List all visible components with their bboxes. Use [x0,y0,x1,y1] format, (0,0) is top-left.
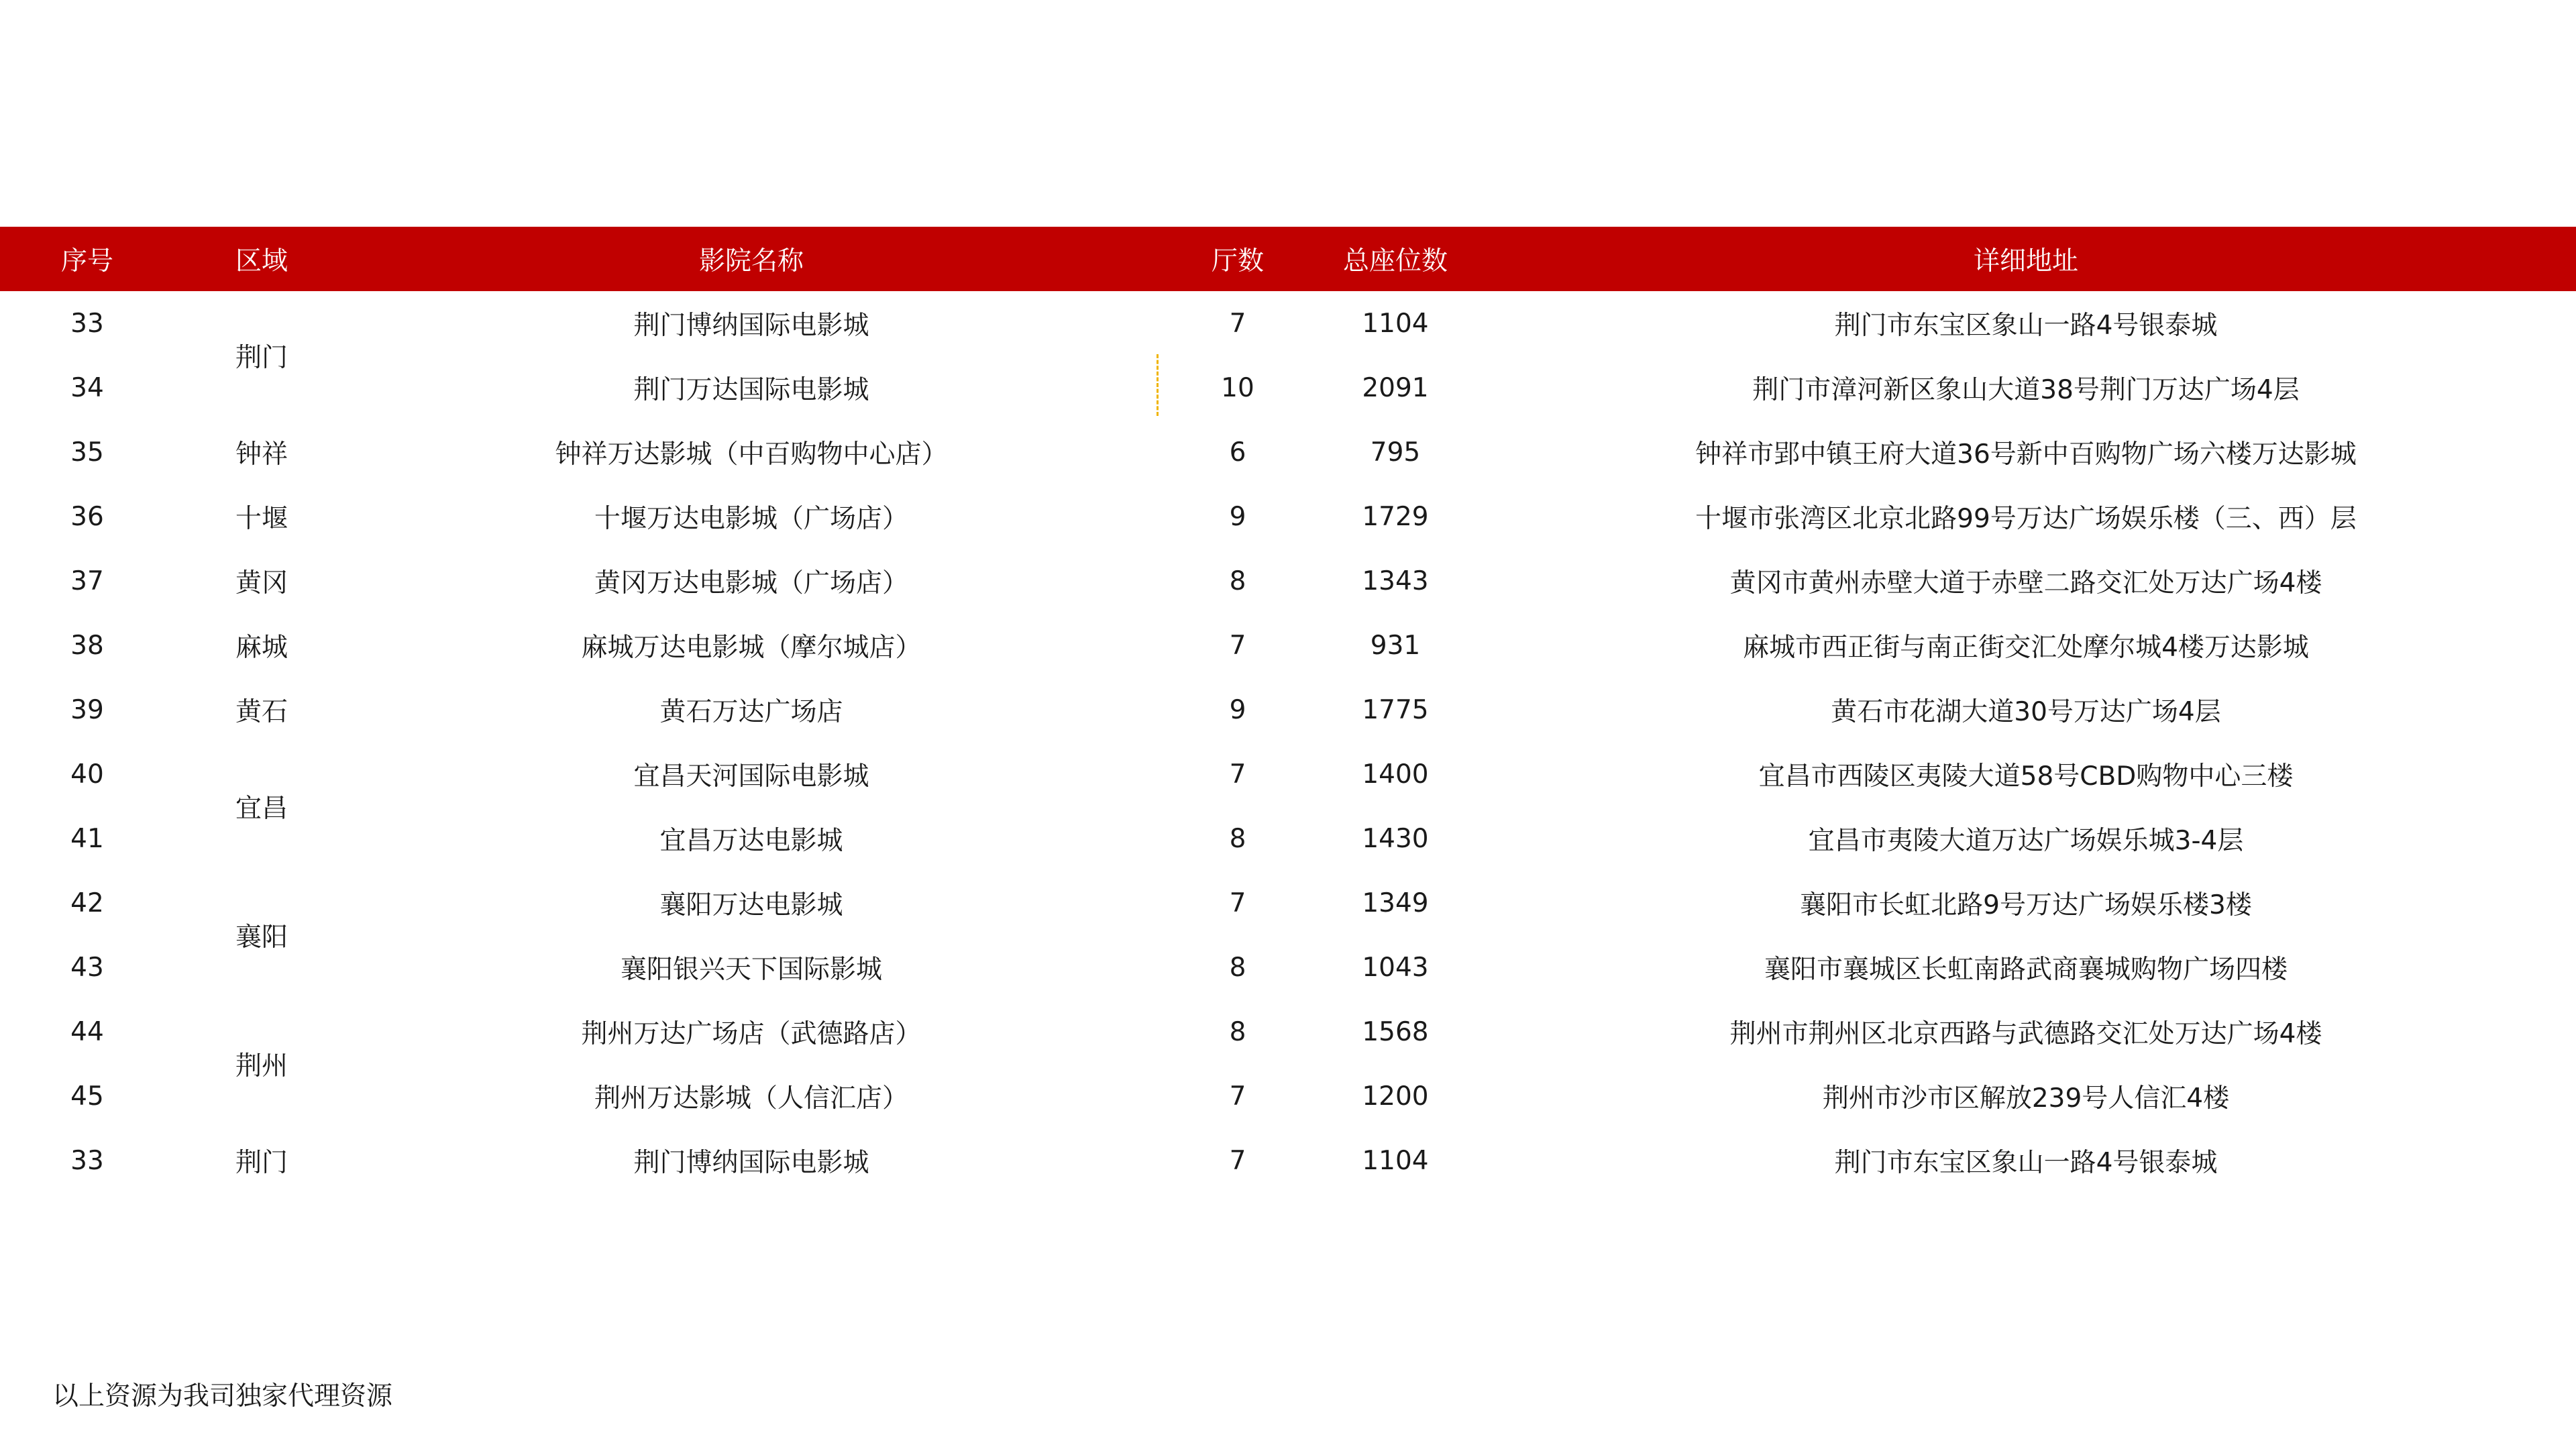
header-cinema: 影院名称 [698,246,804,276]
row-cinema: 十堰万达电影城（广场店） [594,504,908,534]
row-seats: 1775 [1362,694,1429,725]
row-address: 黄冈市黄州赤壁大道于赤壁二路交汇处万达广场4楼 [1729,568,2322,598]
row-address: 荆州市荆州区北京西路与武德路交汇处万达广场4楼 [1729,1019,2322,1049]
row-no: 36 [70,501,104,532]
row-cinema: 襄阳银兴天下国际影城 [620,955,882,985]
region-cell: 荆门 [235,1148,288,1178]
row-halls: 10 [1221,372,1254,403]
row-seats: 1430 [1362,823,1429,854]
row-halls: 7 [1229,1081,1246,1112]
row-address: 钟祥市郢中镇王府大道36号新中百购物广场六楼万达影城 [1695,439,2357,470]
row-cinema: 麻城万达电影城（摩尔城店） [581,633,922,663]
row-halls: 8 [1229,823,1246,854]
row-no: 43 [70,952,104,983]
row-no: 33 [70,1145,104,1176]
row-no: 35 [70,437,104,468]
row-seats: 1343 [1362,566,1429,596]
row-cinema: 宜昌天河国际电影城 [633,761,869,792]
row-seats: 2091 [1362,372,1429,403]
row-halls: 6 [1229,437,1246,468]
row-no: 45 [70,1081,104,1112]
row-seats: 1400 [1362,759,1429,790]
row-seats: 1349 [1362,888,1429,918]
row-cinema: 黄冈万达电影城（广场店） [594,568,908,598]
row-no: 38 [70,630,104,661]
region-cell: 荆州 [235,1051,288,1081]
row-no: 39 [70,694,104,725]
row-no: 33 [70,308,104,339]
table-row [0,420,2576,484]
row-no: 37 [70,566,104,596]
footnote: 以上资源为我司独家代理资源 [52,1381,393,1411]
row-cinema: 宜昌万达电影城 [659,826,843,856]
header-address: 详细地址 [1973,246,2078,276]
row-seats: 1729 [1362,501,1429,532]
region-cell: 荆门 [235,343,288,373]
row-address: 荆门市东宝区象山一路4号银泰城 [1834,1148,2218,1178]
row-halls: 7 [1229,308,1246,339]
table-row [0,678,2576,742]
row-halls: 8 [1229,566,1246,596]
region-cell: 黄冈 [235,568,288,598]
row-no: 41 [70,823,104,854]
region-cell: 襄阳 [235,922,288,953]
row-cinema: 荆州万达影城（人信汇店） [594,1083,908,1114]
header-no: 序号 [60,246,113,276]
row-halls: 7 [1229,1145,1246,1176]
region-cell: 宜昌 [235,794,288,824]
row-cinema: 荆门博纳国际电影城 [633,1148,869,1178]
row-halls: 9 [1229,501,1246,532]
table-row [0,1064,2576,1128]
table-row [0,806,2576,871]
row-halls: 7 [1229,630,1246,661]
row-address: 宜昌市夷陵大道万达广场娱乐城3-4层 [1808,826,2244,856]
row-no: 34 [70,372,104,403]
table-row [0,871,2576,935]
row-halls: 7 [1229,888,1246,918]
table-row [0,1128,2576,1193]
region-cell: 十堰 [235,504,288,534]
row-address: 荆门市东宝区象山一路4号银泰城 [1834,311,2218,341]
row-address: 黄石市花湖大道30号万达广场4层 [1831,697,2221,727]
table-row [0,613,2576,678]
table-row [0,742,2576,806]
row-seats: 1043 [1362,952,1429,983]
row-cinema: 钟祥万达影城（中百购物中心店） [555,439,948,470]
row-seats: 1104 [1362,308,1429,339]
row-seats: 795 [1370,437,1421,468]
row-no: 42 [70,888,104,918]
table-row [0,1000,2576,1064]
row-cinema: 黄石万达广场店 [659,697,843,727]
row-address: 宜昌市西陵区夷陵大道58号CBD购物中心三楼 [1758,761,2294,792]
header-seats: 总座位数 [1342,246,1448,276]
table-row [0,356,2576,420]
region-cell: 麻城 [235,633,288,663]
row-seats: 1200 [1362,1081,1429,1112]
table-row [0,549,2576,613]
row-seats: 1104 [1362,1145,1429,1176]
table-row [0,484,2576,549]
table-row [0,935,2576,1000]
cinema-table [0,227,2576,1193]
row-cinema: 荆州万达广场店（武德路店） [581,1019,922,1049]
row-address: 十堰市张湾区北京北路99号万达广场娱乐楼（三、西）层 [1695,504,2357,534]
row-address: 荆门市漳河新区象山大道38号荆门万达广场4层 [1752,375,2300,405]
header-halls: 厅数 [1211,246,1264,276]
row-cinema: 荆门万达国际电影城 [633,375,869,405]
region-cell: 钟祥 [235,439,288,470]
row-halls: 8 [1229,1016,1246,1047]
table-header [0,227,2576,291]
row-no: 44 [70,1016,104,1047]
row-seats: 1568 [1362,1016,1429,1047]
header-region: 区域 [235,246,288,276]
row-seats: 931 [1370,630,1421,661]
row-address: 襄阳市长虹北路9号万达广场娱乐楼3楼 [1800,890,2252,920]
row-halls: 9 [1229,694,1246,725]
dashed-marker [1157,354,1159,416]
row-address: 麻城市西正街与南正街交汇处摩尔城4楼万达影城 [1743,633,2309,663]
row-halls: 7 [1229,759,1246,790]
row-halls: 8 [1229,952,1246,983]
row-address: 襄阳市襄城区长虹南路武商襄城购物广场四楼 [1764,955,2288,985]
row-cinema: 荆门博纳国际电影城 [633,311,869,341]
row-cinema: 襄阳万达电影城 [659,890,843,920]
region-cell: 黄石 [235,697,288,727]
row-address: 荆州市沙市区解放239号人信汇4楼 [1822,1083,2230,1114]
table-row [0,291,2576,356]
row-no: 40 [70,759,104,790]
